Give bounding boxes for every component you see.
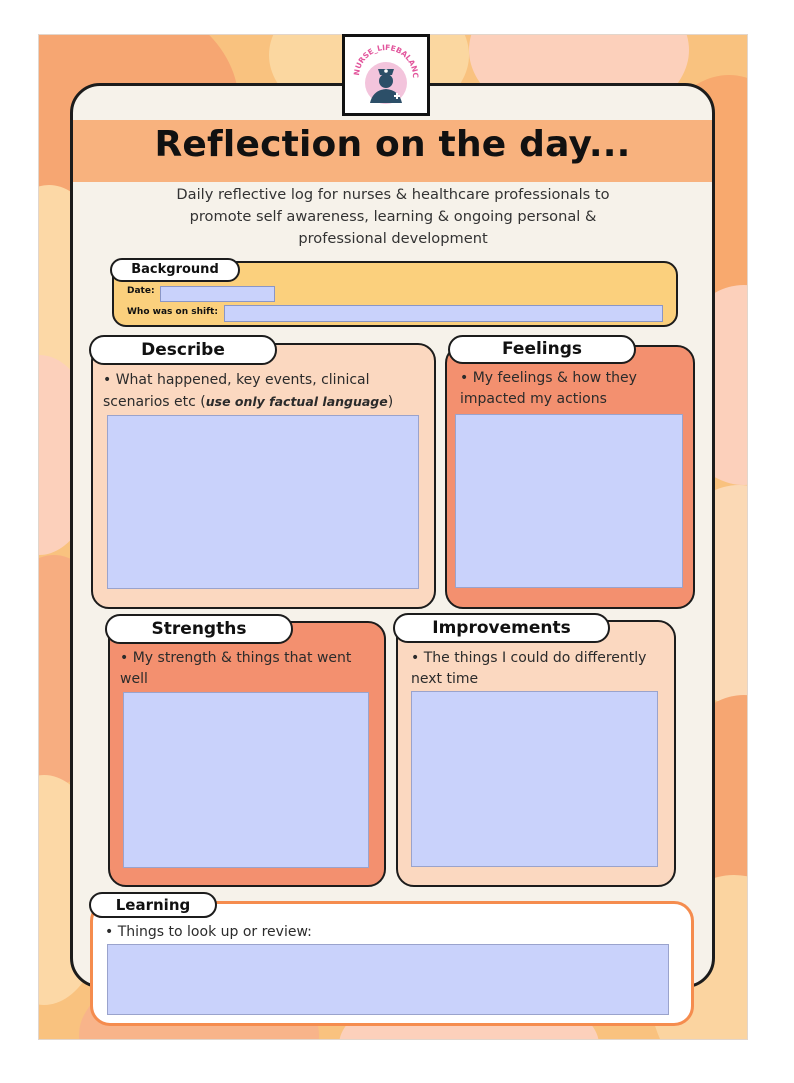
- bullet-icon: •: [460, 370, 473, 386]
- describe-prompt-suffix: ): [387, 394, 394, 410]
- date-label: Date:: [127, 286, 155, 296]
- subtitle-line: professional development: [298, 230, 488, 247]
- subtitle-line: promote self awareness, learning & ongoing personal &: [189, 208, 597, 225]
- date-field[interactable]: [160, 286, 275, 302]
- describe-textarea[interactable]: [107, 415, 419, 589]
- strengths-textarea[interactable]: [123, 692, 369, 868]
- learning-prompt: [105, 922, 505, 943]
- shift-label: Who was on shift:: [127, 307, 218, 317]
- bullet-icon: •: [105, 924, 118, 940]
- learning-textarea[interactable]: [107, 944, 669, 1015]
- improvements-prompt-text: The things I could do differently next time: [411, 650, 647, 687]
- strengths-prompt: [120, 648, 375, 690]
- feelings-heading: Feelings: [448, 335, 636, 364]
- bullet-icon: •: [103, 372, 116, 388]
- describe-heading: Describe: [89, 335, 277, 365]
- strengths-prompt-text: My strength & things that went well: [120, 650, 352, 687]
- describe-prompt: [103, 370, 423, 413]
- page-title: Reflection on the day...: [154, 124, 631, 165]
- subtitle-line: Daily reflective log for nurses & healthcare professionals to: [176, 186, 610, 203]
- learning-heading: Learning: [89, 892, 217, 918]
- bullet-icon: •: [120, 650, 133, 666]
- brand-logo: [342, 34, 430, 116]
- feelings-textarea[interactable]: [455, 414, 683, 588]
- page-subtitle: [93, 184, 693, 250]
- feelings-prompt: [460, 368, 675, 410]
- bullet-icon: •: [411, 650, 424, 666]
- describe-prompt-text: What happened, key events, clinical scenarios etc (: [103, 372, 370, 410]
- strengths-heading: Strengths: [105, 614, 293, 644]
- shift-field[interactable]: [224, 305, 663, 322]
- svg-text:@NURSE_LIFEBALANCE: NURSE_LIFEBALANC: [351, 42, 421, 79]
- improvements-heading: Improvements: [393, 613, 610, 643]
- background-heading: Background: [110, 258, 240, 282]
- describe-prompt-emphasis: use only factual language: [205, 394, 388, 409]
- improvements-textarea[interactable]: [411, 691, 658, 867]
- feelings-prompt-text: My feelings & how they impacted my actions: [460, 370, 637, 407]
- improvements-prompt: [411, 648, 666, 690]
- nurse-icon: [345, 37, 427, 113]
- learning-prompt-text: Things to look up or review:: [117, 924, 312, 940]
